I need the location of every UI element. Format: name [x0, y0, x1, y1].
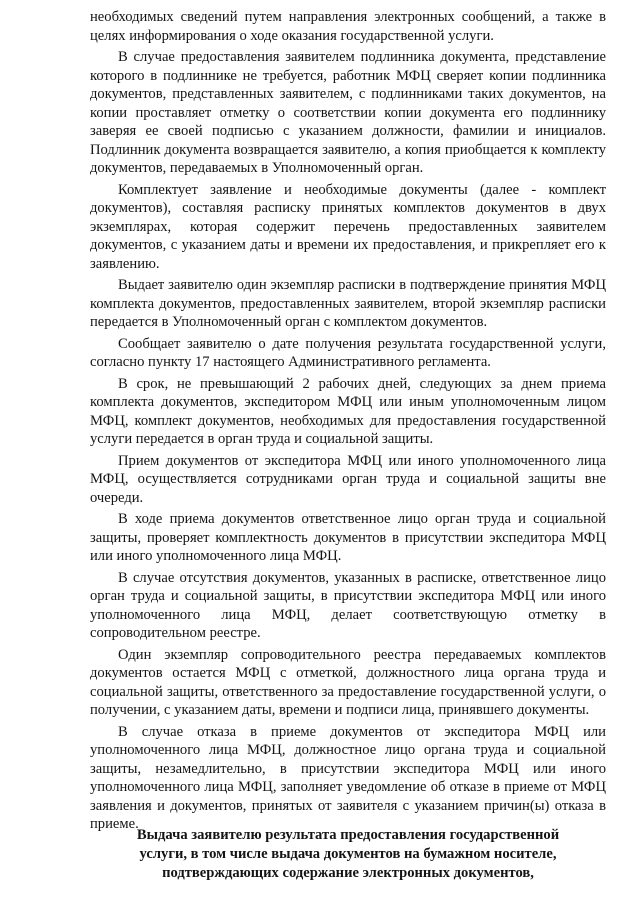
paragraph-document-package: Комплектует заявление и необходимые документы (далее - комплект документов), составляя расписку принятых комплектов документов в двух экземплярах, которая содержит перечень предоставленных заявителем документов, с указанием даты и времени их предоставления, и прикрепляет его к заявлению.	[90, 181, 606, 272]
paragraph-continuation: необходимых сведений путем направления электронных сообщений, а также в целях информирования о ходе оказания государственной услуги.	[90, 9, 606, 44]
paragraph-receipt-issue: Выдает заявителю один экземпляр расписки в подтверждение принятия МФЦ комплекта документов, предоставленных заявителем, второй экземпляр расписки передается в Уполномоченный орган с комплектом документов.	[90, 277, 606, 330]
paragraph-original-verification: В случае предоставления заявителем подлинника документа, представление которого в подлиннике не требуется, работник МФЦ сверяет копии подлинника документов, представленных заявителем, с подлинниками таких документов, на копии проставляет отметку о соответствии копии документа его подлиннику заверяя ее своей подписью с указанием должности, фамилии и инициалов. Подлинник документа возвращается заявителю, а копия приобщается к комплекту документов, передаваемых в Уполномоченный орган.	[90, 49, 606, 176]
document-body	[90, 8, 606, 837]
section-heading-line: Выдача заявителю результата предоставления государственной	[136, 827, 560, 843]
paragraph-refusal: В случае отказа в приеме документов от экспедитора МФЦ или уполномоченного лица МФЦ, должностное лицо органа труда и социальной защиты, незамедлительно, в присутствии экспедитора МФЦ или иного уполномоченного лица МФЦ, заполняет уведомление об отказе в приеме от МФЦ заявления и документов, принятых от заявителя с указанием причин(ы) отказа в приеме.	[90, 723, 606, 832]
section-heading-line: услуги, в том числе выдача документов на бумажном носителе,	[139, 846, 557, 862]
paragraph-reception: Прием документов от экспедитора МФЦ или иного уполномоченного лица МФЦ, осуществляется сотрудниками орган труда и социальной защиты вне очереди.	[90, 452, 606, 506]
paragraph-missing-documents: В случае отсутствия документов, указанных в расписке, ответственное лицо орган труда и социальной защиты, в присутствии экспедитора МФЦ или иного уполномоченного лица МФЦ, делает соответствующую отметку в сопроводительном реестре.	[90, 569, 606, 641]
paragraph-transfer-deadline: В срок, не превышающий 2 рабочих дней, следующих за днем приема комплекта документов, экспедитором МФЦ или иным уполномоченным лицом МФЦ, комплект документов, необходимых для предоставления государственной услуги передается в орган труда и социальной защиты.	[90, 375, 606, 447]
section-heading	[90, 826, 606, 883]
section-heading-line: подтверждающих содержание электронных документов,	[162, 865, 534, 881]
paragraph-completeness-check: В ходе приема документов ответственное лицо орган труда и социальной защиты, проверяет комплектность документов в присутствии экспедитора МФЦ или иного уполномоченного лица МФЦ.	[90, 511, 606, 564]
paragraph-result-date: Сообщает заявителю о дате получения результата государственной услуги, согласно пункту 17 настоящего Административного регламента.	[90, 335, 606, 370]
paragraph-register-copy: Один экземпляр сопроводительного реестра передаваемых комплектов документов остается МФЦ с отметкой, должностного лица органа труда и социальной защиты, ответственного за предоставление государственной услуги, о получении, с указанием даты, времени и подписи лица, принявшего документы.	[90, 646, 606, 718]
